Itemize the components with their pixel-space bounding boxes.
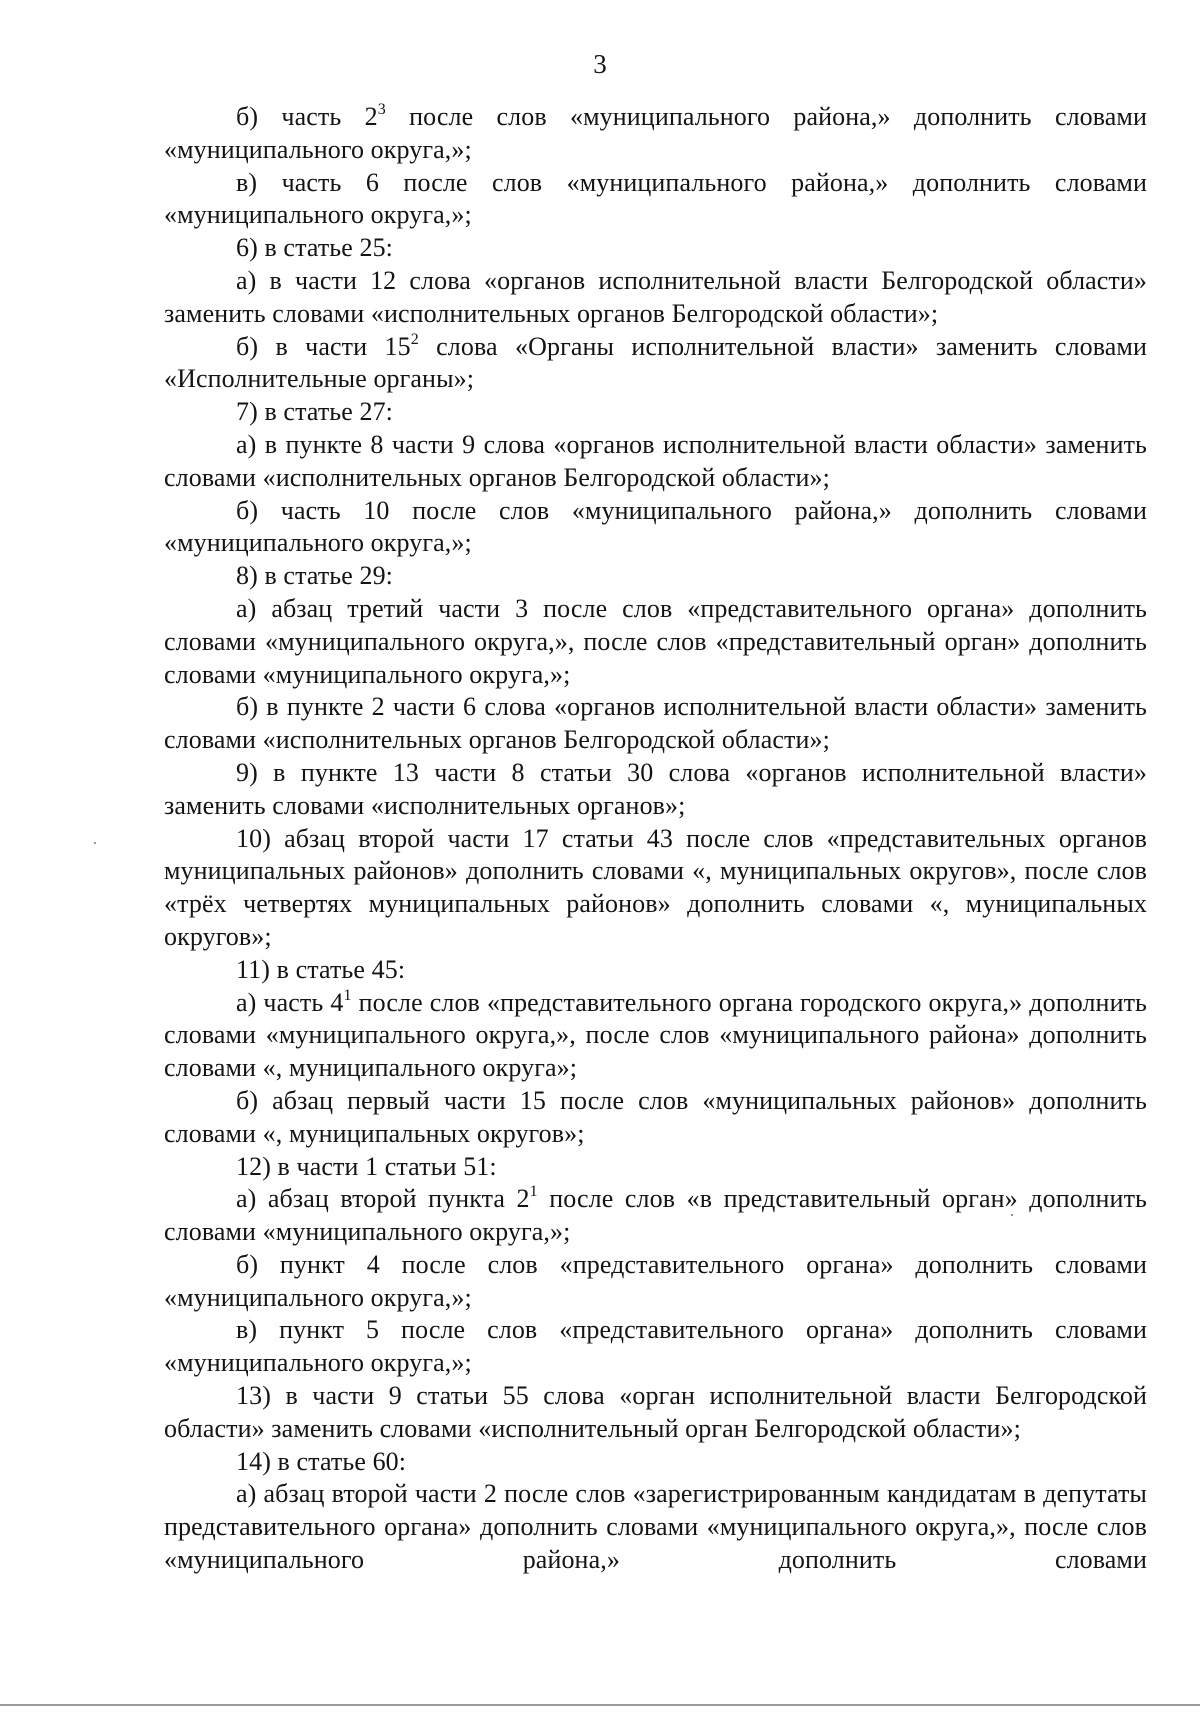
paragraph-7-b: б) часть 10 после слов «муниципального района,» дополнить словами «муниципального округа,»; (164, 495, 1147, 558)
item-7-heading: 7) в статье 27: (236, 397, 394, 427)
item-6-heading: 6) в статье 25: (236, 233, 394, 263)
paragraph-6b: б) часть $2^3$ после слов «муниципального района,» дополнить словами «муниципального округа,»; (164, 101, 1147, 164)
item-14-heading: 14) в статье 60: (236, 1446, 407, 1476)
item-8-heading: 8) в статье 29: (236, 561, 394, 591)
paragraph-11-a: а) часть $4^1$ после слов «представительного органа городского округа,» дополнить словами «муниципального округа,», после слов «муниципального района» дополнить словами «, муниципального округа»; (164, 986, 1148, 1083)
paragraph-11-b: б) абзац первый части 15 после слов «муниципальных районов» дополнить словами «, муниципальных округов»; (164, 1085, 1147, 1148)
document-body (164, 101, 1147, 1577)
paragraph-8-b: б) в пункте 2 части 6 слова «органов исполнительной власти области» заменить словами «исполнительных органов Белгородской области»; (164, 692, 1147, 755)
scan-bottom-edge (0, 1704, 1200, 1706)
item-10: 10) абзац второй части 17 статьи 43 после слов «представительных органов муниципальных районов» дополнить словами «, муниципальных округов», после слов «трёх четвертях муниципальных районов» дополнить словами «, муниципальных округов»; (164, 823, 1147, 951)
item-11-heading: 11) в статье 45: (236, 954, 406, 984)
paragraph-12-a: а) абзац второй пункта $2^1$ после слов «в представительный орган» дополнить словами «муниципального округа,»; (164, 1183, 1147, 1247)
item-12-heading: 12) в части 1 статьи 51: (236, 1151, 497, 1181)
paragraph-14-a: а) абзац второй части 2 после слов «зарегистрированным кандидатам в депутаты представительного органа» дополнить словами «муниципального округа,», после слов «муниципального района,» дополнить словами (164, 1479, 1147, 1575)
page-number: 3 (593, 49, 607, 79)
item-13: 13) в части 9 статьи 55 слова «орган исполнительной власти Белгородской области» заменить словами «исполнительный орган Белгородской области»; (164, 1381, 1147, 1443)
paragraph-6-b: б) в части $15^2$ слова «Органы исполнительной власти» заменить словами «Исполнительные органы»; (164, 330, 1147, 394)
paragraph-6v: в) часть 6 после слов «муниципального района,» дополнить словами «муниципального округа,»; (164, 167, 1147, 230)
paragraph-12-b: б) пункт 4 после слов «представительного органа» дополнить словами «муниципального округа,»; (164, 1249, 1147, 1312)
paragraph-8-a: а) абзац третий части 3 после слов «представительного органа» дополнить словами «муниципального округа,», после слов «представительный орган» дополнить словами «муниципального округа,»; (164, 593, 1147, 689)
scan-speck (94, 842, 96, 844)
scan-speck (1011, 1214, 1013, 1216)
paragraph-12-v: в) пункт 5 после слов «представительного органа» дополнить словами «муниципального округа,»; (164, 1315, 1147, 1378)
paragraph-7-a: а) в пункте 8 части 9 слова «органов исполнительной власти области» заменить словами «исполнительных органов Белгородской области»; (164, 429, 1147, 492)
paragraph-6-a: а) в части 12 слова «органов исполнительной власти Белгородской области» заменить словами «исполнительных органов Белгородской области»; (164, 265, 1147, 328)
item-9: 9) в пункте 13 части 8 статьи 30 слова «органов исполнительной власти» заменить словами «исполнительных органов»; (164, 757, 1147, 820)
